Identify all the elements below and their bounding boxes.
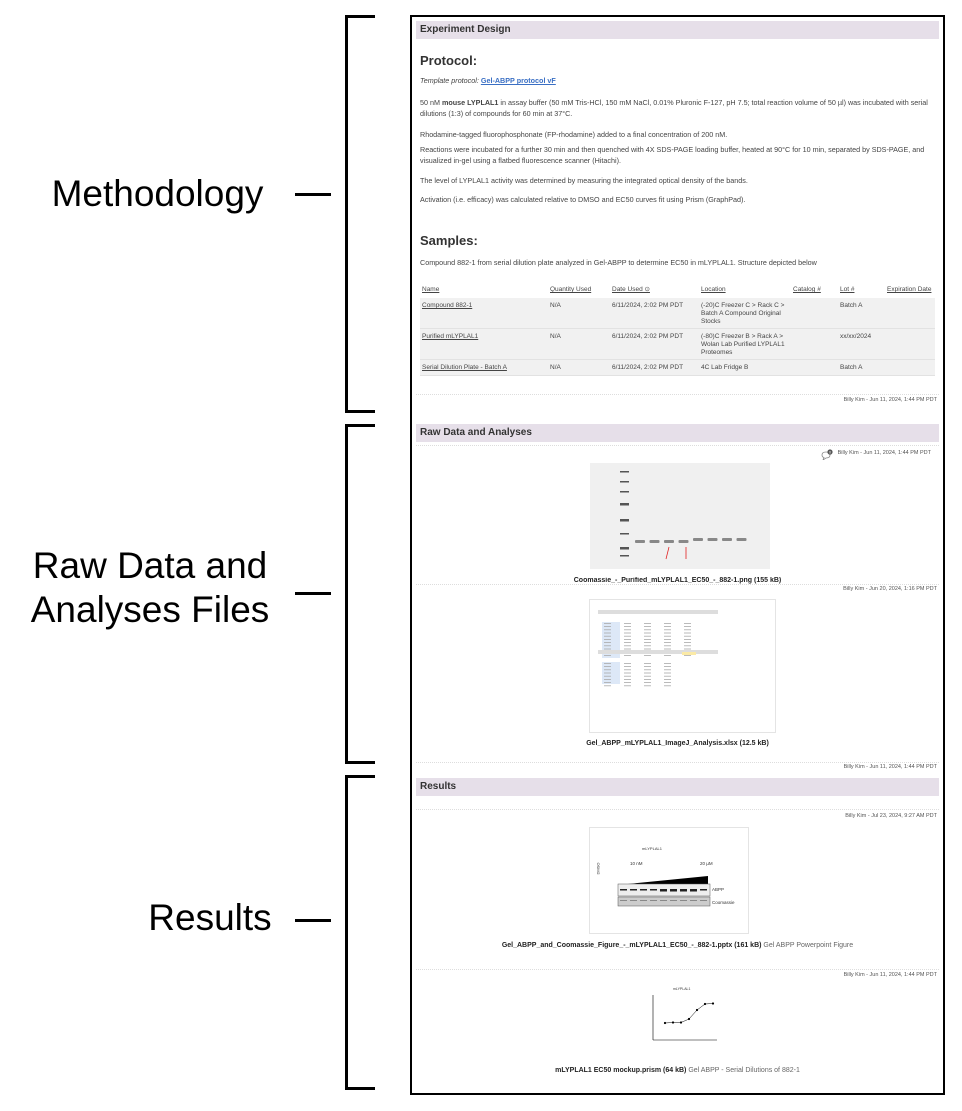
annotation-results: Results (148, 897, 272, 938)
sheet-cell (644, 682, 651, 683)
file-caption[interactable] (412, 577, 943, 584)
abpp-band (630, 889, 637, 891)
sheet-cell (624, 666, 631, 667)
gel-band (693, 538, 703, 541)
sheet-cell (644, 673, 651, 674)
file-caption[interactable] (412, 740, 943, 747)
sheet-cell (604, 623, 611, 624)
sheet-cell (604, 633, 611, 634)
coomassie-band (630, 900, 637, 901)
sheet-cell (664, 685, 671, 686)
sheet-cell (684, 639, 691, 640)
sheet-cell (664, 623, 671, 624)
template-protocol-link[interactable]: Gel-ABPP protocol vF (480, 76, 556, 85)
ladder-band (620, 555, 629, 557)
dmso-label: DMSO (595, 862, 601, 875)
sheet-cell (644, 666, 651, 667)
spreadsheet-thumbnail[interactable] (589, 599, 776, 733)
data-point (664, 1022, 666, 1024)
abpp-label: ABPP (712, 887, 725, 892)
table-cell: 4C Lab Fridge B (701, 364, 749, 371)
sheet-header (598, 650, 718, 654)
sheet-cell (644, 649, 651, 650)
data-point (688, 1018, 690, 1020)
sample-link[interactable]: Purified mLYPLAL1 (422, 333, 479, 340)
sheet-cell (664, 633, 671, 634)
sheet-cell (644, 629, 651, 630)
table-cell: 6/11/2024, 2:02 PM PDT (612, 302, 684, 309)
gel-image-thumbnail[interactable] (590, 463, 770, 569)
sheet-cell (604, 663, 611, 664)
divider (416, 969, 939, 970)
bracket-methodology (345, 15, 375, 413)
column-header[interactable]: Date Used ⊙ (612, 286, 650, 293)
divider (416, 762, 939, 763)
table-cell: Batch A (840, 364, 863, 371)
abpp-band (700, 889, 707, 891)
sheet-cell (664, 682, 671, 683)
column-header[interactable]: Lot # (840, 286, 855, 293)
bracket-results (345, 775, 375, 1090)
sheet-cell (644, 626, 651, 627)
sheet-cell (604, 685, 611, 686)
sheet-cell (664, 626, 671, 627)
gel-band (650, 540, 660, 543)
sheet-cell (664, 655, 671, 656)
sheet-cell (604, 673, 611, 674)
sheet-cell (624, 649, 631, 650)
sheet-cell (664, 669, 671, 670)
coomassie-band (670, 900, 677, 901)
highlight-cell (682, 652, 696, 655)
sheet-cell (664, 639, 671, 640)
timestamp: Billy Kim - Jun 11, 2024, 1:44 PM PDT (843, 397, 937, 403)
gel-band (664, 540, 674, 543)
abpp-band (640, 889, 647, 891)
sheet-cell (624, 645, 631, 646)
ladder-band (620, 481, 629, 483)
sheet-cell (624, 685, 631, 686)
sheet-cell (664, 636, 671, 637)
abpp-band (660, 889, 667, 892)
table-cell: 6/11/2024, 2:02 PM PDT (612, 364, 684, 371)
data-point (696, 1009, 698, 1011)
samples-description: Compound 882-1 from serial dilution plate analyzed in Gel-ABPP to determine EC50 in mLYPLAL1. Structure depicted below (420, 258, 817, 267)
sheet-cell (624, 679, 631, 680)
sheet-cell (604, 642, 611, 643)
table-cell: N/A (550, 333, 561, 340)
sheet-cell (684, 626, 691, 627)
ladder-band (620, 547, 629, 550)
sheet-cell (624, 623, 631, 624)
sheet-cell (604, 655, 611, 656)
coomassie-band (660, 900, 667, 901)
ec50-chart-thumbnail[interactable] (637, 985, 727, 1060)
annotation-dash (295, 919, 331, 922)
sheet-cell (604, 626, 611, 627)
annotation-dash (295, 193, 331, 196)
gel-band (722, 538, 732, 541)
samples-heading: Samples: (420, 233, 478, 248)
sheet-cell (644, 685, 651, 686)
sheet-cell (644, 676, 651, 677)
svg-text:0: 0 (829, 450, 831, 455)
column-header[interactable]: Location (701, 286, 726, 293)
text: 50 nM (420, 98, 442, 107)
timestamp: Billy Kim - Jul 23, 2024, 9:27 AM PDT (845, 813, 937, 819)
sheet-cell (624, 669, 631, 670)
sheet-cell (604, 645, 611, 646)
sheet-cell (664, 676, 671, 677)
coomassie-band (640, 900, 647, 901)
notebook-panel (410, 15, 945, 1095)
protocol-step-3: Reactions were incubated for a further 30 min and then quenched with 4X SDS-PAGE loading buffer, heated at 90°C for 10 min, separated by SDS-PAGE, and visualized in-gel using a flatbed fluorescence scanner (Hitachi). (420, 145, 925, 165)
sheet-cell (664, 663, 671, 664)
table-cell: 6/11/2024, 2:02 PM PDT (612, 333, 684, 340)
comment-icon[interactable] (821, 447, 833, 458)
abpp-band (650, 889, 657, 891)
abpp-band (680, 889, 687, 892)
table-cell: (-80)C Freezer B > Rack A > Wolan Lab Purified LYPLAL1 Proteomes (701, 333, 785, 356)
sheet-cell (644, 642, 651, 643)
text-bold: mouse LYPLAL1 (441, 98, 499, 107)
divider (416, 445, 939, 446)
low-conc-label: 10 nM (630, 861, 643, 866)
red-arrow (666, 547, 669, 559)
timestamp: Billy Kim - Jun 11, 2024, 1:44 PM PDT (837, 450, 931, 456)
sheet-cell (644, 655, 651, 656)
sheet-cell (684, 642, 691, 643)
sheet-cell (684, 636, 691, 637)
sheet-cell (684, 629, 691, 630)
sheet-cell (624, 636, 631, 637)
sheet-cell (644, 669, 651, 670)
protocol-step-1 (420, 97, 935, 119)
sheet-cell (604, 639, 611, 640)
table-cell: xx/xx/2024 (840, 333, 872, 340)
figure-title: mLYPLAL1 (642, 846, 662, 851)
sheet-cell (684, 649, 691, 650)
coomassie-band (620, 900, 627, 901)
protocol-step-2: Rhodamine-tagged fluorophosphonate (FP-rhodamine) added to a final concentration of 200 nM. (420, 130, 728, 139)
protocol-heading: Protocol: (420, 53, 478, 68)
section-header-experiment-design: Experiment Design (416, 21, 939, 39)
column-header[interactable]: Expiration Date (887, 286, 932, 293)
data-point (680, 1021, 682, 1023)
timestamp: Billy Kim - Jun 11, 2024, 1:44 PM PDT (843, 764, 937, 770)
gel-band (708, 538, 718, 541)
sheet-cell (644, 645, 651, 646)
coomassie-band (650, 900, 657, 901)
ladder-band (620, 519, 629, 522)
table-cell: Batch A (840, 302, 863, 309)
sheet-cell (604, 682, 611, 683)
column-header[interactable]: Name (422, 286, 440, 293)
sheet-cell (684, 633, 691, 634)
annotation-raw-data: Raw Data and Analyses Files (30, 545, 270, 630)
timestamp: Billy Kim - Jun 20, 2024, 1:16 PM PDT (843, 586, 937, 592)
coomassie-band (690, 900, 697, 901)
gel-figure-thumbnail[interactable] (589, 827, 749, 934)
file-name[interactable]: mLYPLAL1 EC50 mockup.prism (64 kB) (555, 1067, 687, 1074)
sheet-cell (644, 636, 651, 637)
sheet-cell (624, 676, 631, 677)
coomassie-label: Coomassie (712, 900, 735, 905)
sheet-cell (664, 673, 671, 674)
abpp-band (690, 889, 697, 892)
table-cell: N/A (550, 302, 561, 309)
concentration-wedge (628, 876, 708, 884)
file-caption[interactable] (412, 1067, 943, 1074)
sheet-cell (624, 673, 631, 674)
sheet-cell (624, 642, 631, 643)
data-point (672, 1021, 674, 1023)
timestamp: Billy Kim - Jun 11, 2024, 1:44 PM PDT (843, 972, 937, 978)
sample-link[interactable]: Compound 882-1 (422, 302, 473, 309)
template-protocol (420, 75, 556, 86)
ladder-band (620, 491, 629, 493)
coomassie-band (700, 900, 707, 901)
sheet-cell (604, 666, 611, 667)
sheet-cell (624, 639, 631, 640)
sample-link[interactable]: Serial Dilution Plate - Batch A (422, 364, 507, 371)
gel-band (737, 538, 747, 541)
column-header[interactable]: Quantity Used (550, 286, 592, 293)
sheet-cell (624, 682, 631, 683)
table-cell: N/A (550, 364, 561, 371)
sheet-cell (604, 669, 611, 670)
sheet-cell (664, 642, 671, 643)
ladder-band (620, 533, 629, 535)
sheet-cell (604, 629, 611, 630)
sheet-cell (644, 679, 651, 680)
high-conc-label: 20 µM (700, 861, 713, 866)
divider (416, 584, 939, 585)
sheet-cell (604, 679, 611, 680)
sheet-cell (624, 629, 631, 630)
data-point (704, 1003, 706, 1005)
divider (416, 809, 939, 810)
sheet-cell (624, 626, 631, 627)
file-name[interactable]: Coomassie_-_Purified_mLYPLAL1_EC50_-_882-1.png (155 kB) (573, 577, 782, 584)
sheet-cell (624, 655, 631, 656)
section-header-raw-data: Raw Data and Analyses (416, 424, 939, 442)
abpp-band (620, 889, 627, 891)
sheet-cell (644, 623, 651, 624)
sheet-cell (644, 639, 651, 640)
sheet-cell (664, 645, 671, 646)
protocol-step-5: Activation (i.e. efficacy) was calculated relative to DMSO and EC50 curves fit using Prism (GraphPad). (420, 195, 746, 204)
coomassie-gel (618, 897, 710, 906)
abpp-band (670, 889, 677, 892)
sheet-cell (644, 663, 651, 664)
sheet-cell (684, 645, 691, 646)
table-cell: (-20)C Freezer C > Rack C > Batch A Compound Original Stocks (701, 302, 785, 325)
file-description: Gel ABPP - Serial Dilutions of 882-1 (688, 1067, 800, 1074)
data-point (712, 1002, 714, 1004)
template-label: Template protocol: (420, 76, 479, 85)
sheet-cell (624, 663, 631, 664)
sheet-cell (664, 679, 671, 680)
sheet-cell (624, 633, 631, 634)
sheet-cell (664, 649, 671, 650)
file-name[interactable]: Gel_ABPP_mLYPLAL1_ImageJ_Analysis.xlsx (12.5 kB) (586, 740, 769, 747)
sheet-cell (644, 633, 651, 634)
annotation-dash (295, 592, 331, 595)
sheet-cell (604, 676, 611, 677)
ladder-band (620, 503, 629, 506)
divider (416, 394, 939, 395)
file-name[interactable]: Gel_ABPP_and_Coomassie_Figure_-_mLYPLAL1_EC50_-_882-1.pptx (161 kB) (501, 942, 762, 949)
sheet-cell (684, 655, 691, 656)
sheet-cell (604, 636, 611, 637)
chart-title: mLYPLAL1 (673, 987, 691, 991)
sheet-cell (604, 649, 611, 650)
ladder-band (620, 471, 629, 473)
sheet-cell (684, 623, 691, 624)
protocol-step-4: The level of LYPLAL1 activity was determined by measuring the integrated optical density of the bands. (420, 176, 748, 185)
annotation-methodology: Methodology (51, 173, 264, 214)
file-description: Gel ABPP Powerpoint Figure (763, 942, 854, 949)
sheet-cell (664, 629, 671, 630)
coomassie-band (680, 900, 687, 901)
sheet-header (598, 610, 718, 614)
bracket-raw-data (345, 424, 375, 764)
section-header-results: Results (416, 778, 939, 796)
gel-band (635, 540, 645, 543)
sheet-cell (664, 666, 671, 667)
file-caption[interactable] (412, 942, 943, 949)
column-header[interactable]: Catalog # (793, 286, 821, 293)
text: in assay buffer (50 mM Tris-HCl, 150 mM NaCl, 0.01% Pluronic F-127, pH 7.5; total reaction volume of 50 µl) was incubated with serial dilutions (1:3) of compounds for 60 min at 37°C. (420, 98, 928, 118)
gel-band (679, 540, 689, 543)
